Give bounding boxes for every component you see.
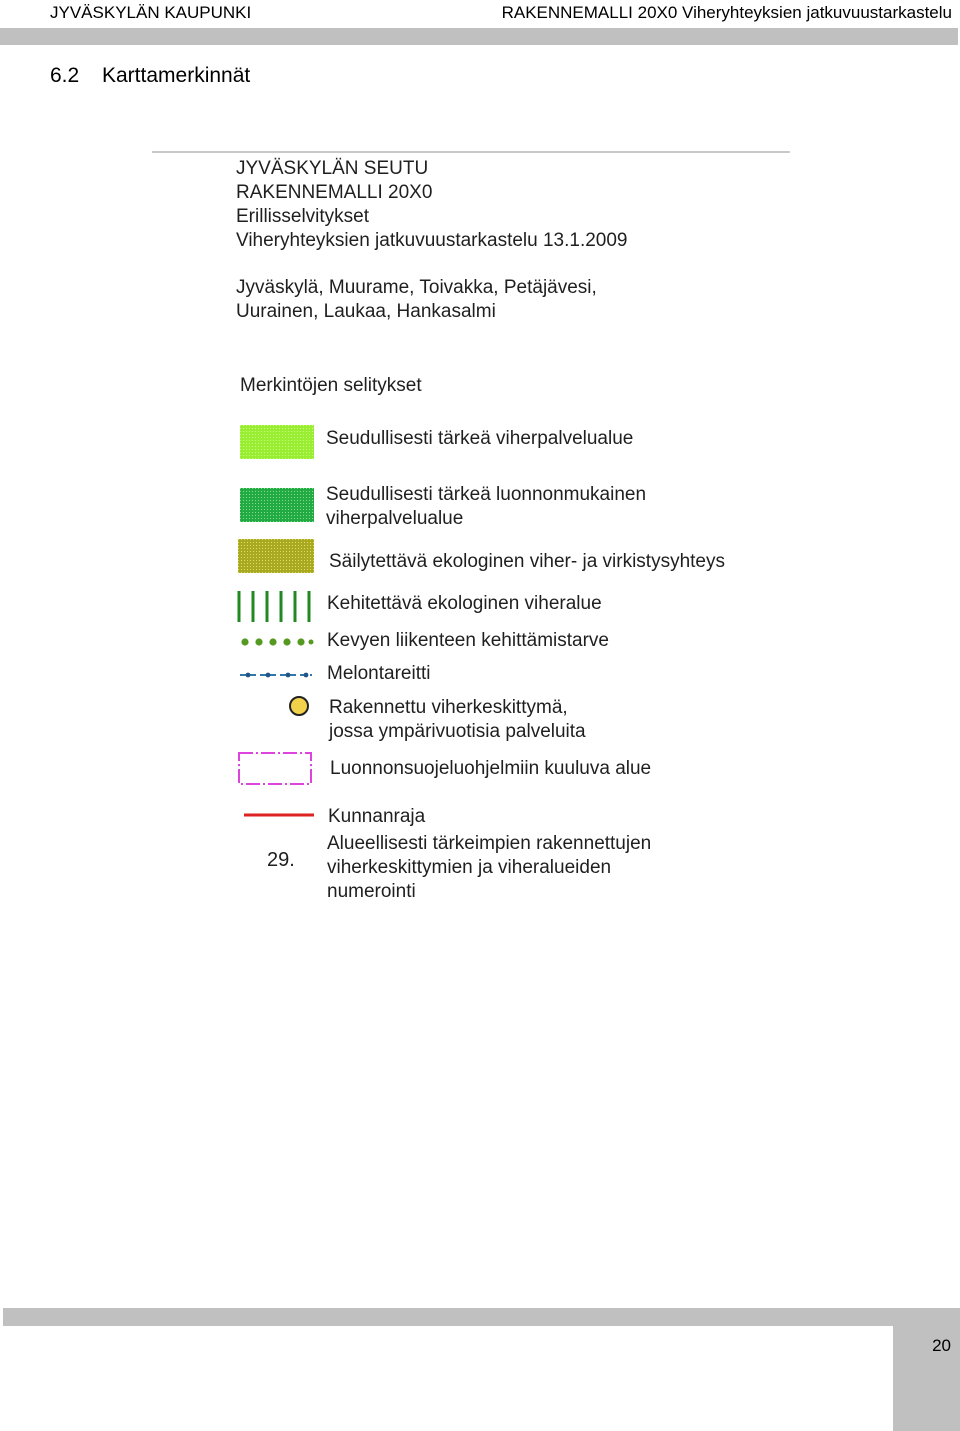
olive-area-swatch [238,539,314,573]
number-label-symbol: 29. [267,849,295,871]
legend-item-2-text-line-1: Seudullisesti tärkeä luonnonmukainen [326,484,647,505]
section-title: Karttamerkinnät [102,64,251,87]
yellow-circle-symbol [288,695,312,719]
page-number: 20 [932,1336,951,1355]
header-bar [0,28,958,45]
vertical-green-lines-symbol [236,589,316,623]
magenta-dashed-box-symbol [237,751,315,787]
map-legend [152,148,792,918]
legend-item-4-text: Kehitettävä ekologinen viheralue [327,593,602,614]
legend-title-line-2: RAKENNEMALLI 20X0 [236,182,433,203]
legend-municipalities-line-2: Uurainen, Laukaa, Hankasalmi [236,301,496,322]
legend-item-2-text-line-2: viherpalvelualue [326,508,464,529]
legend-item-9-text: Kunnanraja [328,806,426,827]
legend-top-rule [152,151,790,153]
red-line-symbol [244,811,316,819]
legend-item-6-text: Melontareitti [327,663,431,684]
legend-title-line-3: Erillisselvitykset [236,206,370,227]
legend-item-1-text: Seudullisesti tärkeä viherpalvelualue [326,428,634,449]
legend-item-3-text: Säilytettävä ekologinen viher- ja virkistysyhteys [329,551,726,572]
legend-item-10-text-line-2: viherkeskittymien ja viheralueiden [327,857,612,878]
legend-item-7-text-line-2: jossa ympärivuotisia palveluita [329,721,586,742]
legend-item-5-text: Kevyen liikenteen kehittämistarve [327,630,609,651]
section-number: 6.2 [50,64,80,87]
dark-green-area-swatch [240,488,314,522]
legend-title-line-4: Viheryhteyksien jatkuvuustarkastelu 13.1.2009 [236,230,628,251]
header-right: RAKENNEMALLI 20X0 Viheryhteyksien jatkuvuustarkastelu [501,3,952,22]
light-green-area-swatch [240,425,314,459]
legend-item-7-text-line-1: Rakennettu viherkeskittymä, [329,697,568,718]
green-dotted-line-symbol [240,635,314,649]
header-left: JYVÄSKYLÄN KAUPUNKI [50,3,252,22]
legend-item-10-text-line-1: Alueellisesti tärkeimpien rakennettujen [327,833,652,854]
legend-municipalities-line-1: Jyväskylä, Muurame, Toivakka, Petäjävesi, [236,277,597,298]
blue-dash-dot-line-symbol [240,668,314,682]
legend-item-8-text: Luonnonsuojeluohjelmiin kuuluva alue [330,758,652,779]
legend-title-line-1: JYVÄSKYLÄN SEUTU [236,158,429,179]
legend-heading: Merkintöjen selitykset [240,375,422,396]
footer-bar [3,1308,960,1326]
section-heading [50,64,250,88]
legend-item-10-text-line-3: numerointi [327,881,416,902]
